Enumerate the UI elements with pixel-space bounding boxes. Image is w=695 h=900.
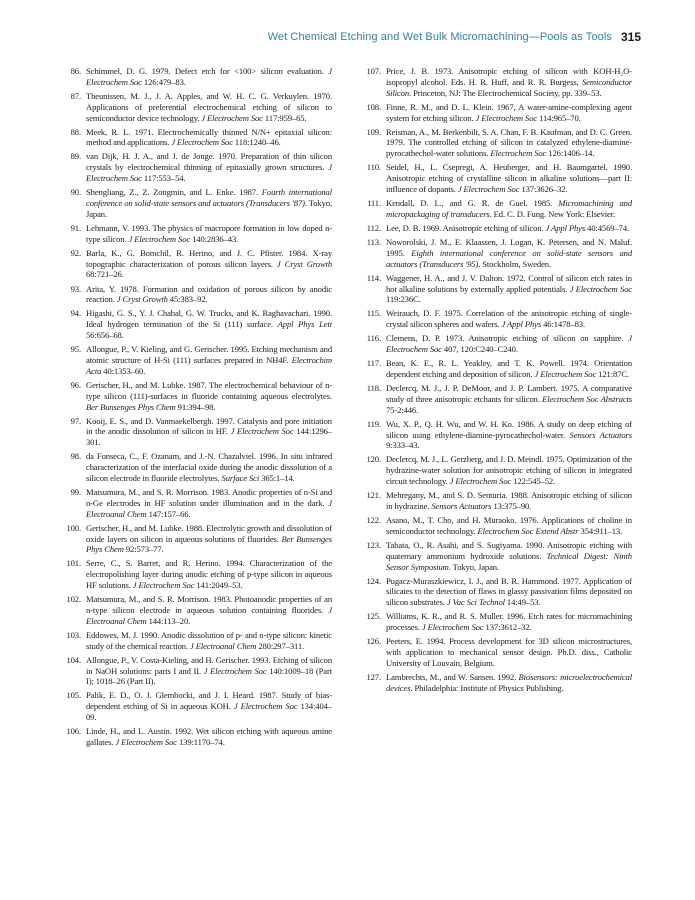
reference-text — [86, 66, 332, 87]
reference-entry — [360, 611, 632, 633]
reference-number: 125. — [366, 611, 381, 622]
reference-citation: Kooij, E. S., and D. Vanmaekelbergh. 1997. Catalysis and pore initiation in the anodic dissolution of silicon in HF. — [86, 415, 332, 437]
reference-volume-pages: 75-2:446. — [386, 404, 419, 415]
reference-volume-pages: . Philadelphia: Institute of Physics Publishing. — [410, 682, 564, 693]
reference-citation: Allongue, P., V. Costa-Kieling, and H. Gerischer. 1993. Etching of silicon in NaOH solutions: parts I and II. — [86, 654, 332, 676]
reference-number: 91. — [70, 222, 81, 233]
reference-source: Appl Phys Lett — [277, 319, 333, 330]
reference-source: J Electrochem Soc — [86, 66, 332, 87]
reference-volume-pages: 118:1240–46. — [232, 137, 281, 148]
reference-volume-pages: 46:1478–83. — [541, 319, 585, 330]
reference-text — [386, 636, 632, 668]
reference-source: Sensors Actuators — [431, 501, 492, 511]
reference-text — [86, 416, 332, 448]
reference-number: 103. — [66, 629, 81, 640]
reference-citation: Barla, K., G. Bomchil, R. Herino, and J. C. Pfister. 1984. X-ray topographic characterization of porous silicon layers. — [86, 247, 332, 269]
reference-entry — [360, 102, 632, 124]
reference-number: 94. — [70, 308, 81, 319]
reference-entry — [360, 308, 632, 330]
reference-volume-pages: 68:721–26. — [86, 269, 124, 280]
reference-text — [86, 344, 332, 376]
reference-number: 87. — [70, 90, 81, 101]
reference-volume-pages: 139:1170–74. — [176, 737, 225, 747]
reference-text — [86, 594, 332, 626]
reference-entry — [60, 151, 332, 184]
reference-volume-pages: 354:911–13. — [578, 525, 623, 536]
reference-number: 108. — [366, 101, 381, 112]
reference-source: J Electrochem Soc — [475, 112, 538, 123]
reference-volume-pages: 141:2049–53. — [194, 580, 243, 591]
reference-citation: Waggener, H. A., and J. V. Dalton. 1972. Control of silicon etch rates in hot alkaline solutions by externally applied potentials. — [386, 272, 632, 294]
reference-citation: Williams, K. R., and R. S. Muller. 1996. Etch rates for micromachining processes. — [386, 611, 632, 633]
reference-number: 120. — [366, 454, 381, 465]
reference-citation: Serre, C., S. Barret, and R. Herino. 1994. Characterization of the electropolishing layer during anodic etching of p-type silicon in aqueous HF solutions. — [86, 558, 332, 591]
reference-citation: Palik, E. D., O. J. Glembocki, and J. I. Heard. 1987. Study of bias-dependent etching of Si in aqueous KOH. — [86, 690, 332, 712]
reference-source: J Electrochem Soc — [171, 137, 233, 148]
reference-number: 112. — [366, 222, 381, 233]
reference-source: J Electrochem Soc — [132, 580, 195, 591]
reference-source: Electrochem Soc Abstracts — [542, 393, 633, 404]
reference-citation: Noworolski, J. M., E. Klaassen, J. Logan, K. Petersen, and N. Maluf. 1995. — [386, 236, 632, 258]
reference-volume-pages: 56:656–68. — [86, 330, 124, 341]
reference-citation: Wu, X. P., Q. H. Wu, and W. H. Ko. 1986. A study on deep etching of silicon using ethylene-diamine-pyrocathechol-water. — [386, 418, 632, 440]
reference-text — [86, 223, 332, 244]
reference-citation: Lee, D. B. 1969. Anisotropic etching of silicon. — [386, 222, 546, 233]
reference-entry — [360, 636, 632, 669]
reference-number: 101. — [66, 558, 81, 569]
reference-citation: Allongue, P., V. Kieling, and G. Gerischer. 1995. Etching mechanism and atomic structure of H-Si (111) surfaces prepared in NH4F. — [86, 344, 332, 365]
reference-citation: van Dijk, H. J. A., and J. de Jonge. 1970. Preparation of thin silicon crystals by electrochemical thinning of epitaxially grown structures. — [86, 151, 332, 173]
reference-text — [86, 380, 332, 412]
reference-text — [386, 102, 632, 123]
reference-number: 118. — [366, 383, 381, 393]
reference-text — [386, 308, 632, 329]
reference-source: J Appl Phys — [545, 222, 586, 233]
reference-volume-pages: . Princeton, NJ: The Electrochemical Society, pp. 339–53. — [409, 87, 602, 98]
reference-volume-pages: 137:3626–32. — [519, 184, 568, 194]
reference-text — [86, 630, 332, 651]
reference-text — [386, 490, 632, 511]
reference-volume-pages: 134:404–09. — [86, 701, 332, 723]
reference-number: 124. — [366, 575, 381, 586]
reference-text — [386, 127, 632, 159]
reference-source: J Electrochem Soc — [569, 283, 632, 294]
reference-citation: Kendall, D. L., and G. R. de Guel. 1985. — [386, 198, 559, 209]
reference-text — [386, 383, 632, 415]
reference-text — [386, 333, 632, 354]
reference-number: 116. — [366, 333, 381, 344]
reference-entry — [360, 419, 632, 452]
reference-text — [86, 91, 332, 123]
reference-text — [86, 151, 332, 183]
reference-entry — [60, 127, 332, 149]
reference-entry — [60, 523, 332, 556]
reference-text — [86, 451, 332, 483]
reference-citation: Lambrechts, M., and W. Sansen. 1992. — [386, 671, 519, 682]
reference-entry — [60, 594, 332, 627]
page-number: 315 — [621, 30, 642, 44]
reference-entry — [60, 344, 332, 377]
reference-citation: Gerischer, H., and M. Lubke. 1988. Electrolytic growth and dissolution of oxide layers on silicon in aqueous solutions of fluorides. — [86, 522, 332, 544]
reference-text — [86, 487, 332, 519]
reference-entry — [360, 383, 632, 416]
reference-volume-pages: 14:49–53. — [504, 597, 541, 608]
reference-text — [86, 690, 332, 722]
reference-volume-pages: . Tokyo, Japan. — [448, 561, 499, 572]
reference-entry — [60, 308, 332, 341]
reference-citation: Gerischer, H., and M. Lubke. 1987. The electrochemical behaviour of n-type silicon (111)-surfaces in fluoride containing aqueous electrolytes. — [86, 379, 332, 401]
reference-text — [86, 187, 332, 219]
reference-number: 89. — [70, 151, 81, 162]
reference-entry — [60, 558, 332, 591]
reference-citation: Theunissen, M. J., J. A. Apples, and W. H. C. G. Verkuylen. 1970. Applications of preferential electrochemical etching of silicon to semiconductor device technology. — [86, 90, 332, 123]
reference-text — [86, 248, 332, 280]
reference-entry — [60, 726, 332, 748]
reference-volume-pages: 137:3612–32. — [483, 622, 532, 633]
reference-source: J Electrochem Soc — [115, 737, 177, 747]
reference-citation: Higashi, G. S., Y. J. Chabal, G. W. Trucks, and K. Raghavachari. 1990. Ideal hydrogen termination of the Si (111) surface. — [86, 308, 332, 330]
reference-number: 123. — [366, 539, 381, 550]
reference-number: 96. — [70, 379, 81, 390]
reference-source: J Cryst Growth — [116, 294, 168, 305]
reference-entry — [360, 576, 632, 609]
running-title: Wet Chemical Etching and Wet Bulk Micromachining—Pools as Tools — [267, 31, 612, 43]
reference-volume-pages: 147:157–66. — [146, 508, 191, 519]
reference-volume-pages: 40:4569–74. — [585, 222, 630, 233]
reference-citation: Declercq, M. J., J. P. DeMoor, and J. P. Lambert. 1975. A comparative study of three anisotropic etchants for silicon. — [386, 383, 632, 404]
reference-number: 88. — [70, 126, 81, 137]
reference-number: 107. — [366, 66, 381, 76]
reference-source: J Electrochem Soc — [128, 233, 191, 244]
reference-entry — [360, 237, 632, 270]
reference-text — [386, 273, 632, 305]
reference-entry — [60, 380, 332, 413]
reference-volume-pages: 92:573–77. — [123, 544, 164, 555]
reference-citation: Linde, H., and L. Austin. 1992. Wet silicon etching with aqueous amine gallates. — [86, 726, 332, 747]
reference-number: 95. — [70, 344, 81, 355]
reference-text — [386, 358, 632, 379]
reference-volume-pages: 144:113–20. — [146, 615, 191, 626]
reference-entry — [60, 655, 332, 688]
reference-text — [86, 308, 332, 340]
reference-volume-pages: 121:87C. — [596, 368, 629, 379]
reference-citation: Bean, K. E., R. L. Yeakley, and T. K. Powell. 1974. Orientation dependent etching and deposition of silicon. — [386, 358, 632, 379]
reference-citation: Seidel, H., L. Csepregi, A. Heuberger, and H. Baumgartel. 1990. Anisotropic etching of crystalline silicon in alkaline solutions—part II: influence of dopants. — [386, 162, 632, 194]
reference-entry — [60, 248, 332, 281]
reference-text — [386, 223, 629, 233]
reference-entry — [360, 223, 632, 234]
reference-text — [386, 419, 632, 451]
reference-volume-pages: . Tokyo, Japan. — [86, 198, 332, 219]
reference-volume-pages: 280:297–311. — [256, 640, 305, 651]
reference-source: J Electrochem Soc — [203, 665, 267, 676]
reference-citation: Schimmel, D. G. 1979. Defect etch for <100> silicon evaluation. — [86, 66, 329, 76]
reference-number: 117. — [366, 358, 381, 369]
reference-entry — [360, 672, 632, 694]
reference-citation: Matsumura, M., and S. R. Morrison. 1983. Anodic properties of n-Si and n-Ge electrodes in HF solution under illumination and in the dark. — [86, 486, 332, 508]
reference-entry — [360, 162, 632, 195]
reference-source: J Electrochem Soc — [449, 476, 512, 487]
reference-volume-pages: 117:553–54. — [141, 173, 186, 184]
reference-volume-pages: 40:1353–60. — [101, 365, 146, 376]
reference-number: 99. — [70, 486, 81, 497]
reference-source: J Electroanal Chem — [190, 640, 257, 651]
reference-entry — [360, 515, 632, 537]
reference-number: 114. — [366, 272, 381, 283]
reference-source: Sensors Actuators — [569, 429, 632, 440]
reference-source: J Electrochem Soc — [534, 368, 597, 379]
reference-volume-pages: 91:394–98. — [175, 401, 216, 412]
reference-entry — [360, 358, 632, 380]
reference-text — [386, 454, 632, 486]
reference-number: 92. — [70, 247, 81, 258]
reference-volume-pages: 126:1406–14. — [546, 148, 595, 159]
reference-number: 127. — [366, 671, 381, 682]
reference-number: 111. — [367, 198, 381, 209]
reference-source: J Appl Phys — [501, 319, 542, 330]
reference-source: J Cryst Growth — [276, 258, 333, 269]
reference-text — [86, 127, 332, 148]
reference-volume-pages: 407, 120:C240–C240. — [441, 344, 518, 355]
reference-entry — [60, 91, 332, 124]
reference-source: J Electrochem Soc — [201, 112, 263, 123]
reference-number: 122. — [366, 515, 381, 526]
reference-source: J Electrochem Soc — [233, 701, 298, 712]
reference-number: 126. — [366, 636, 381, 647]
reference-entry — [60, 416, 332, 449]
reference-text — [86, 726, 332, 747]
reference-volume-pages: 13:375–90. — [491, 501, 532, 511]
reference-citation: Weirauch, D. F. 1975. Correlation of the anisotropic etching of single-crystal silicon spheres and wafers. — [386, 308, 632, 330]
reference-entry — [60, 284, 332, 306]
reference-citation: Meek, R. L. 1971. Electrochemically thinned N/N+ epitaxial silicon: method and applications. — [86, 126, 332, 148]
reference-number: 90. — [70, 187, 81, 198]
reference-citation: Peeters, E. 1994. Process development for 3D silicon microstructures, with application to mechanical sensor design. Ph.D. diss., Catholic University of Louvain, Belgium. — [386, 636, 632, 668]
reference-entry — [60, 630, 332, 652]
reference-text — [386, 672, 632, 693]
reference-number: 113. — [366, 236, 381, 247]
reference-source: Fourth international conference on solid-state sensors and actuators (Transducers '87) — [86, 187, 332, 209]
reference-column-right — [360, 66, 632, 697]
reference-volume-pages: 126:479–83. — [141, 76, 186, 87]
reference-text — [386, 162, 632, 194]
reference-text — [86, 523, 332, 555]
reference-volume-pages: 122:545–52. — [511, 476, 556, 487]
reference-citation: Matsumura, M., and S. R. Morrison. 1983. Photoanodic properties of an n-type silicon electrode in aqueous solution containing fluorides. — [86, 594, 332, 615]
reference-entry — [60, 690, 332, 723]
reference-number: 110. — [366, 162, 381, 173]
reference-text — [386, 198, 632, 219]
reference-entry — [60, 451, 332, 484]
reference-entry — [360, 333, 632, 355]
reference-number: 98. — [70, 451, 81, 462]
reference-source: J Electrochem Soc — [230, 426, 294, 437]
reference-volume-pages: 365:1–14. — [259, 472, 295, 483]
reference-entry — [360, 198, 632, 220]
reference-number: 109. — [366, 126, 381, 137]
reference-number: 97. — [70, 415, 81, 426]
reference-number: 121. — [366, 490, 381, 501]
reference-source: Eighth international conference on solid-state sensors and actuators (Transducers '95) — [386, 247, 632, 269]
reference-entry — [360, 490, 632, 512]
reference-number: 93. — [70, 283, 81, 294]
reference-text — [86, 655, 332, 687]
reference-text — [386, 515, 632, 536]
reference-entry — [360, 540, 632, 573]
reference-entry — [60, 187, 332, 220]
reference-number: 106. — [66, 726, 81, 737]
reference-text — [386, 611, 632, 632]
reference-citation: Tabata, O., R. Asahi, and S. Sugiyama. 1990. Anisotropic etching with quaternary ammonium hydroxide solutions. — [386, 539, 632, 561]
reference-entry — [60, 223, 332, 245]
reference-source: J Electrochem Soc — [457, 184, 520, 194]
reference-text — [386, 576, 632, 608]
reference-source: Electrochem Soc Extend Abstr — [477, 525, 579, 536]
reference-source: Surface Sci — [221, 472, 260, 483]
reference-number: 100. — [66, 522, 81, 533]
reference-volume-pages: . Ed. C. D. Fung. New York: Elsevier. — [489, 208, 616, 219]
reference-source: Technical Digest: Ninth Sensor Symposium — [386, 550, 632, 572]
reference-citation: Declercq, M. J., L. Gerzberg, and J. D. Meindl. 1975. Optimization of the hydrazine-water solution for anisotropic etching of silicon in integrated circuit technology. — [386, 454, 632, 487]
reference-source: J Electrochem Soc — [421, 622, 484, 633]
reference-citation: Mehregany, M., and S. D. Senturia. 1988. Anisotropic etching of silicon in hydrazine. — [386, 490, 632, 511]
reference-source: Electrochem Soc — [490, 148, 547, 159]
reference-entry — [360, 127, 632, 160]
reference-volume-pages: . Stockholm, Sweden. — [478, 258, 551, 269]
reference-citation: Reisman, A., M. Berkenbilt, S. A. Chan, F. B. Kaufman, and D. C. Green. 1979. The controlled etching of silicon in catalyzed ethylene-diamine-pyrocathechol-water solutions. — [386, 126, 632, 159]
reference-source: J Electrochem Soc — [386, 333, 632, 355]
reference-number: 104. — [66, 654, 81, 665]
running-header — [0, 31, 695, 47]
reference-volume-pages: 140:1009–18 (Part I); 1018–26 (Part II). — [86, 665, 332, 687]
reference-source: J Electrochem Soc — [86, 162, 332, 184]
reference-source: Biosensors: microelectrochemical devices — [386, 671, 633, 693]
reference-citation: Finne, R. M., and D. L. Klein. 1967, A water-amine-complexing agent system for etching silicon. — [386, 101, 632, 123]
reference-entry — [360, 273, 632, 306]
reference-citation: Eddowes, M. J. 1990. Anodic dissolution of p- and n-type silicon: kinetic study of the chemical reaction. — [86, 629, 332, 651]
reference-source: Semiconductor Silicon — [386, 76, 632, 98]
reference-citation: Lehmann, V. 1993. The physics of macropore formation in low doped n-type silicon. — [86, 222, 332, 244]
reference-text — [386, 237, 632, 269]
reference-citation: Asano, M., T. Cho, and H. Muraoko. 1976. Applications of choline in semiconductor technology. — [386, 515, 632, 536]
reference-entry — [60, 487, 332, 520]
reference-volume-pages: 9:333–43. — [386, 440, 420, 451]
reference-number: 102. — [66, 594, 81, 605]
reference-text — [86, 558, 332, 590]
reference-number: 105. — [66, 690, 81, 701]
reference-volume-pages: 114:965–70. — [537, 112, 581, 123]
reference-source: J Electroanal Chem — [86, 497, 332, 519]
reference-source: J Vac Sci Technol — [446, 597, 505, 608]
reference-number: 115. — [366, 308, 381, 319]
reference-text — [386, 540, 632, 572]
reference-column-left — [60, 66, 332, 751]
reference-text — [86, 284, 332, 305]
reference-citation: da Fonseca, C., F. Ozanam, and J.-N. Chazalviel. 1996. In situ infrared characterization of the interfacial oxide during the anodic dissolution of a silicon electrode in fluoride electrolytes. — [86, 451, 332, 483]
reference-citation: Arita, Y. 1978. Formation and oxidation of porous silicon by anodic reaction. — [86, 283, 332, 305]
reference-source: J Electroanal Chem — [86, 604, 332, 626]
reference-entry — [360, 66, 632, 99]
reference-volume-pages: 117:959–65. — [262, 112, 307, 123]
reference-citation: Price, J. B. 1973. Anisotropic etching of silicon with KOH-H₂O- isopropyl alcohol. Eds. H. R. Huff, and R. R. Burgess, — [386, 66, 632, 87]
reference-citation: Pugacz-Muraszkiewicz, I. J., and B. R. Hammond. 1977. Application of silicates to the detection of flaws in glassy passivation films deposited on silicon substrates. — [386, 575, 632, 608]
reference-source: Ber Bunsenges Phys Chem — [86, 533, 332, 555]
reference-source: Micromachining and micropackaging of transducers — [386, 198, 632, 219]
reference-volume-pages: 140:2836–43. — [190, 233, 239, 244]
reference-number: 86. — [70, 66, 81, 76]
reference-citation: Shengliang, Z., Z. Zongmin, and L. Enke. 1987. — [86, 187, 262, 198]
reference-volume-pages: 144:1296–301. — [86, 426, 332, 448]
reference-volume-pages: 119:236C. — [386, 294, 421, 305]
reference-source: Ber Bunsenges Phys Chem — [86, 401, 176, 412]
reference-entry — [60, 66, 332, 88]
reference-entry — [360, 454, 632, 487]
reference-number: 119. — [366, 418, 381, 429]
reference-source: Electrochim Acta — [86, 354, 332, 376]
reference-volume-pages: 45:383–92. — [167, 294, 208, 305]
reference-text — [386, 66, 632, 98]
reference-citation: Clemens, D. P. 1973. Anisotropic etching of silicon on sapphire. — [386, 333, 629, 344]
